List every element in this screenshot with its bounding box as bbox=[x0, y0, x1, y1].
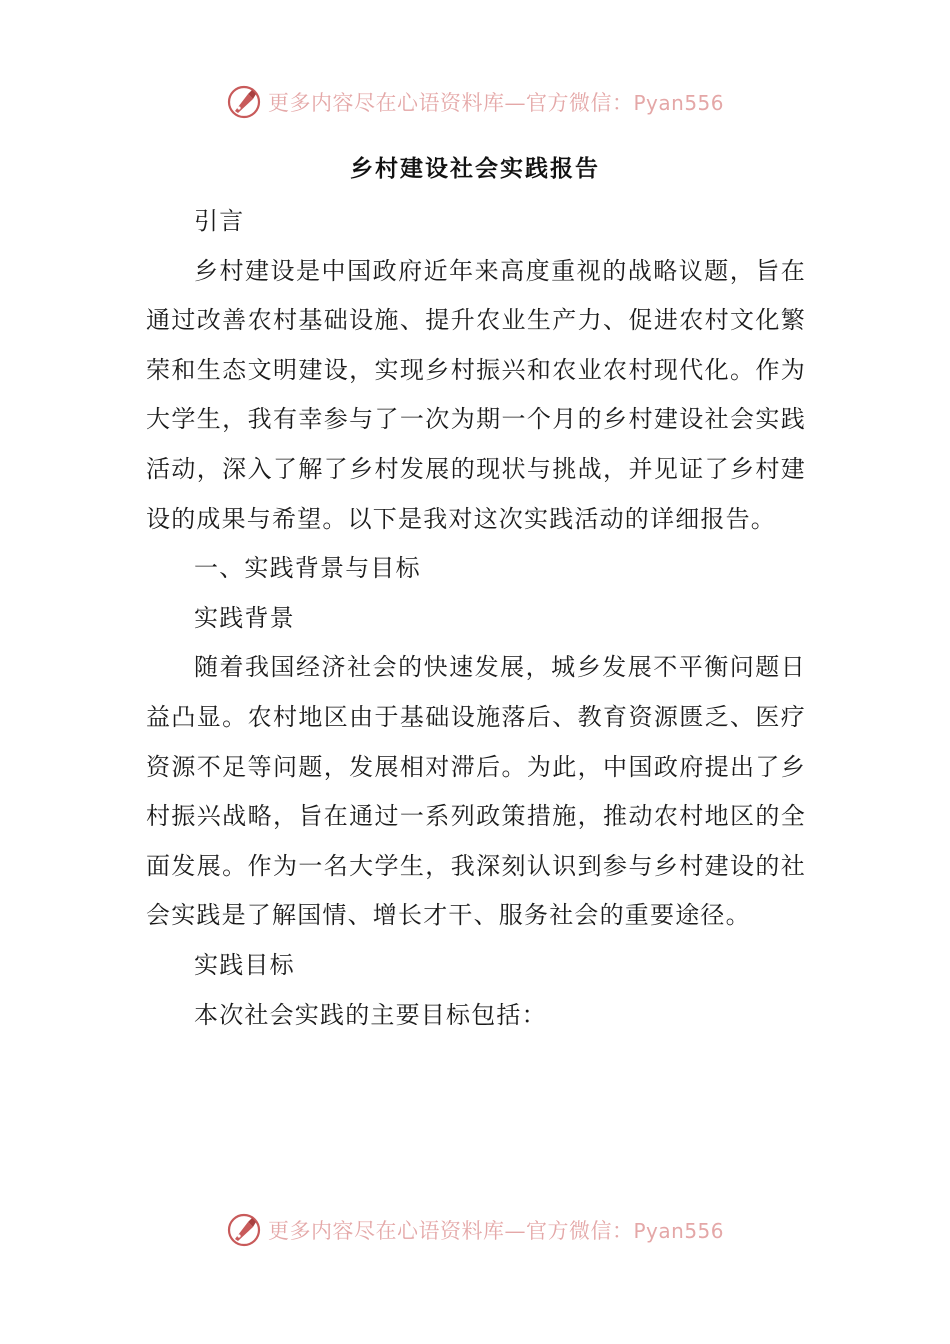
heading-background: 实践背景 bbox=[194, 603, 295, 632]
pen-nib-logo-icon bbox=[226, 1212, 262, 1248]
paragraph-background: 随着我国经济社会的快速发展，城乡发展不平衡问题日益凸显。农村地区由于基础设施落后、教育资源匮乏、医疗资源不足等问题，发展相对滞后。为此，中国政府提出了乡村振兴战略，旨在通过一系列政策措施，推动农村地区的全面发展。作为一名大学生，我深刻认识到参与乡村建设的社会实践是了解国情、增长才干、服务社会的重要途径。 bbox=[146, 653, 806, 930]
header-watermark bbox=[0, 80, 950, 124]
watermark-wechat-id: Pyan556 bbox=[633, 1219, 724, 1243]
heading-objectives: 实践目标 bbox=[194, 950, 295, 979]
watermark-main-text: 更多内容尽在心语资料库—官方微信： bbox=[267, 1219, 634, 1243]
pen-nib-logo-icon bbox=[226, 84, 262, 120]
footer-watermark bbox=[0, 1208, 950, 1252]
watermark-text bbox=[268, 87, 724, 117]
heading-section-one: 一、实践背景与目标 bbox=[194, 554, 421, 583]
watermark-main-text: 更多内容尽在心语资料库—官方微信： bbox=[267, 91, 634, 115]
watermark-wechat-id: Pyan556 bbox=[633, 91, 724, 115]
document-body bbox=[146, 197, 806, 1040]
watermark-text bbox=[268, 1215, 724, 1245]
paragraph-introduction: 乡村建设是中国政府近年来高度重视的战略议题，旨在通过改善农村基础设施、提升农业生产力、促进农村文化繁荣和生态文明建设，实现乡村振兴和农业农村现代化。作为大学生，我有幸参与了一次为期一个月的乡村建设社会实践活动，深入了解了乡村发展的现状与挑战，并见证了乡村建设的成果与希望。以下是我对这次实践活动的详细报告。 bbox=[146, 256, 806, 533]
heading-introduction: 引言 bbox=[194, 207, 245, 235]
document-title: 乡村建设社会实践报告 bbox=[350, 156, 600, 182]
paragraph-objectives: 本次社会实践的主要目标包括： bbox=[194, 1000, 547, 1029]
